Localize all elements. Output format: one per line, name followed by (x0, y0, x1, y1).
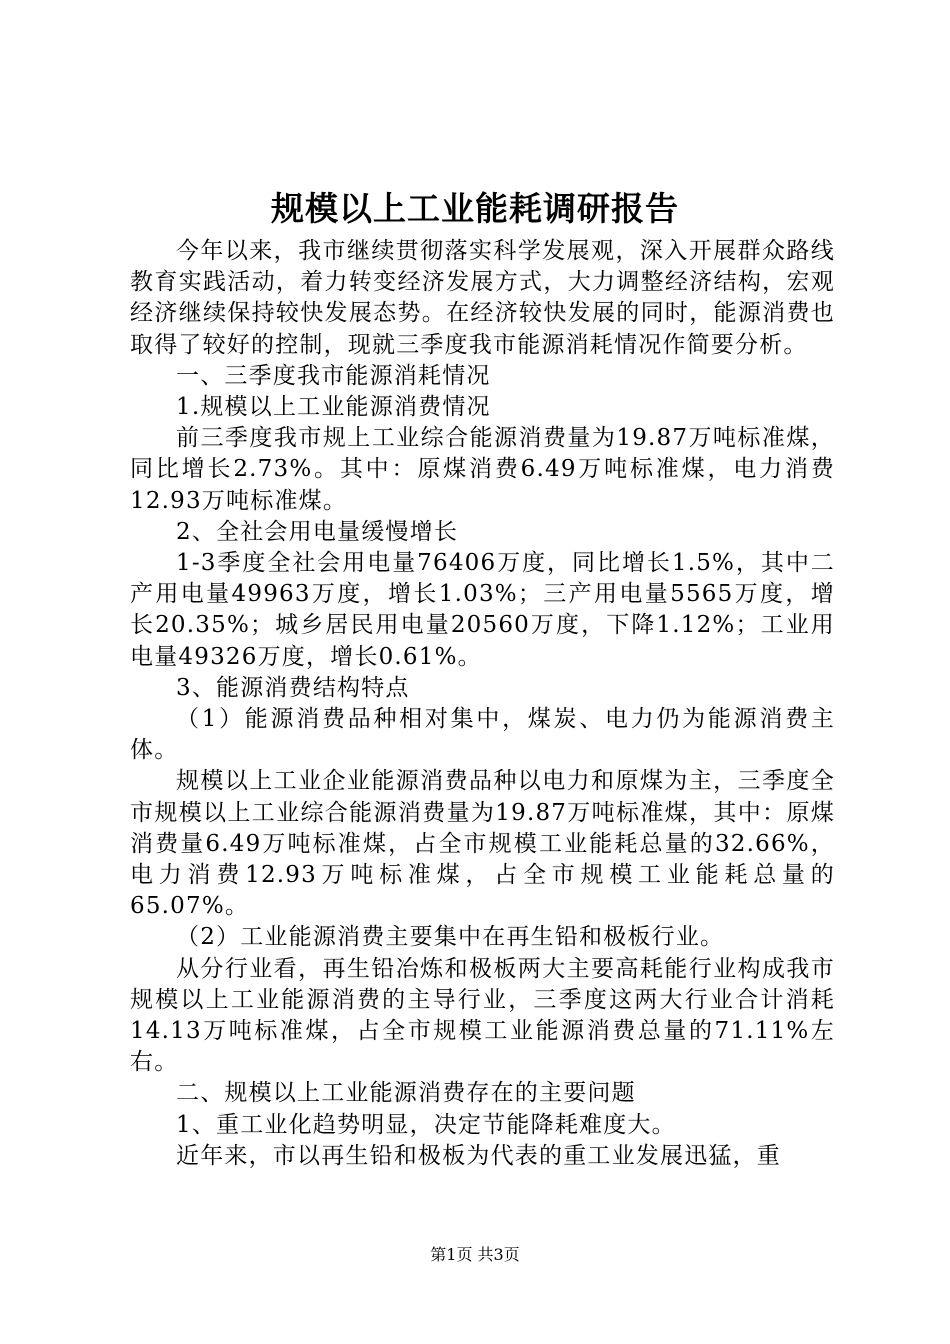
paragraph-point-2: （2）工业能源消费主要集中在再生铅和极板行业。 (176, 924, 725, 951)
section-heading-1: 一、三季度我市能源消耗情况 (176, 362, 491, 389)
subsection-heading-3: 3、能源消费结构特点 (176, 674, 410, 701)
paragraph-point-1: （1）能源消费品种相对集中，煤炭、电力仍为能源消费主体。 (130, 706, 835, 764)
document-body (130, 236, 835, 1172)
page-footer: 第1页 共3页 (430, 1245, 520, 1264)
subsection-heading-1: 1.规模以上工业能源消费情况 (176, 394, 491, 421)
paragraph-industrial-consumption: 前三季度我市规上工业综合能源消费量为19.87万吨标准煤，同比增长2.73%。其中：原煤消费6.49万吨标准煤，电力消费12.93万吨标准煤。 (130, 425, 835, 514)
document-title: 规模以上工业能耗调研报告 (271, 189, 679, 228)
paragraph-industry-analysis: 从分行业看，再生铅冶炼和极板两大主要高耗能行业构成我市规模以上工业能源消费的主导行业，三季度这两大行业合计消耗14.13万吨标准煤，占全市规模工业能源消费总量的71.11%左右。 (130, 955, 835, 1076)
paragraph-electricity-usage: 1-3季度全社会用电量76406万度，同比增长1.5%，其中二产用电量49963万度，增长1.03%；三产用电量5565万度，增长20.35%；城乡居民用电量20560万度，下降1.12%；工业用电量49326万度，增长0.61%。 (130, 550, 835, 670)
paragraph-consumption-structure: 规模以上工业企业能源消费品种以电力和原煤为主，三季度全市规模以上工业综合能源消费量为19.87万吨标准煤，其中：原煤消费量6.49万吨标准煤，占全市规模工业能耗总量的32.66%，电力消费12.93万吨标准煤，占全市规模工业能耗总量的65.07%。 (130, 768, 835, 920)
subsection-heading-problem-1: 1、重工业化趋势明显，决定节能降耗难度大。 (176, 1111, 676, 1138)
paragraph-heavy-industry: 近年来，市以再生铅和极板为代表的重工业发展迅猛，重 (176, 1142, 781, 1169)
paragraph-intro: 今年以来，我市继续贯彻落实科学发展观，深入开展群众路线教育实践活动，着力转变经济发展方式，大力调整经济结构，宏观经济继续保持较快发展态势。在经济较快发展的同时，能源消费也取得了较好的控制，现就三季度我市能源消耗情况作简要分析。 (130, 238, 835, 358)
subsection-heading-2: 2、全社会用电量缓慢增长 (176, 518, 459, 545)
section-heading-2: 二、规模以上工业能源消费存在的主要问题 (176, 1080, 636, 1107)
